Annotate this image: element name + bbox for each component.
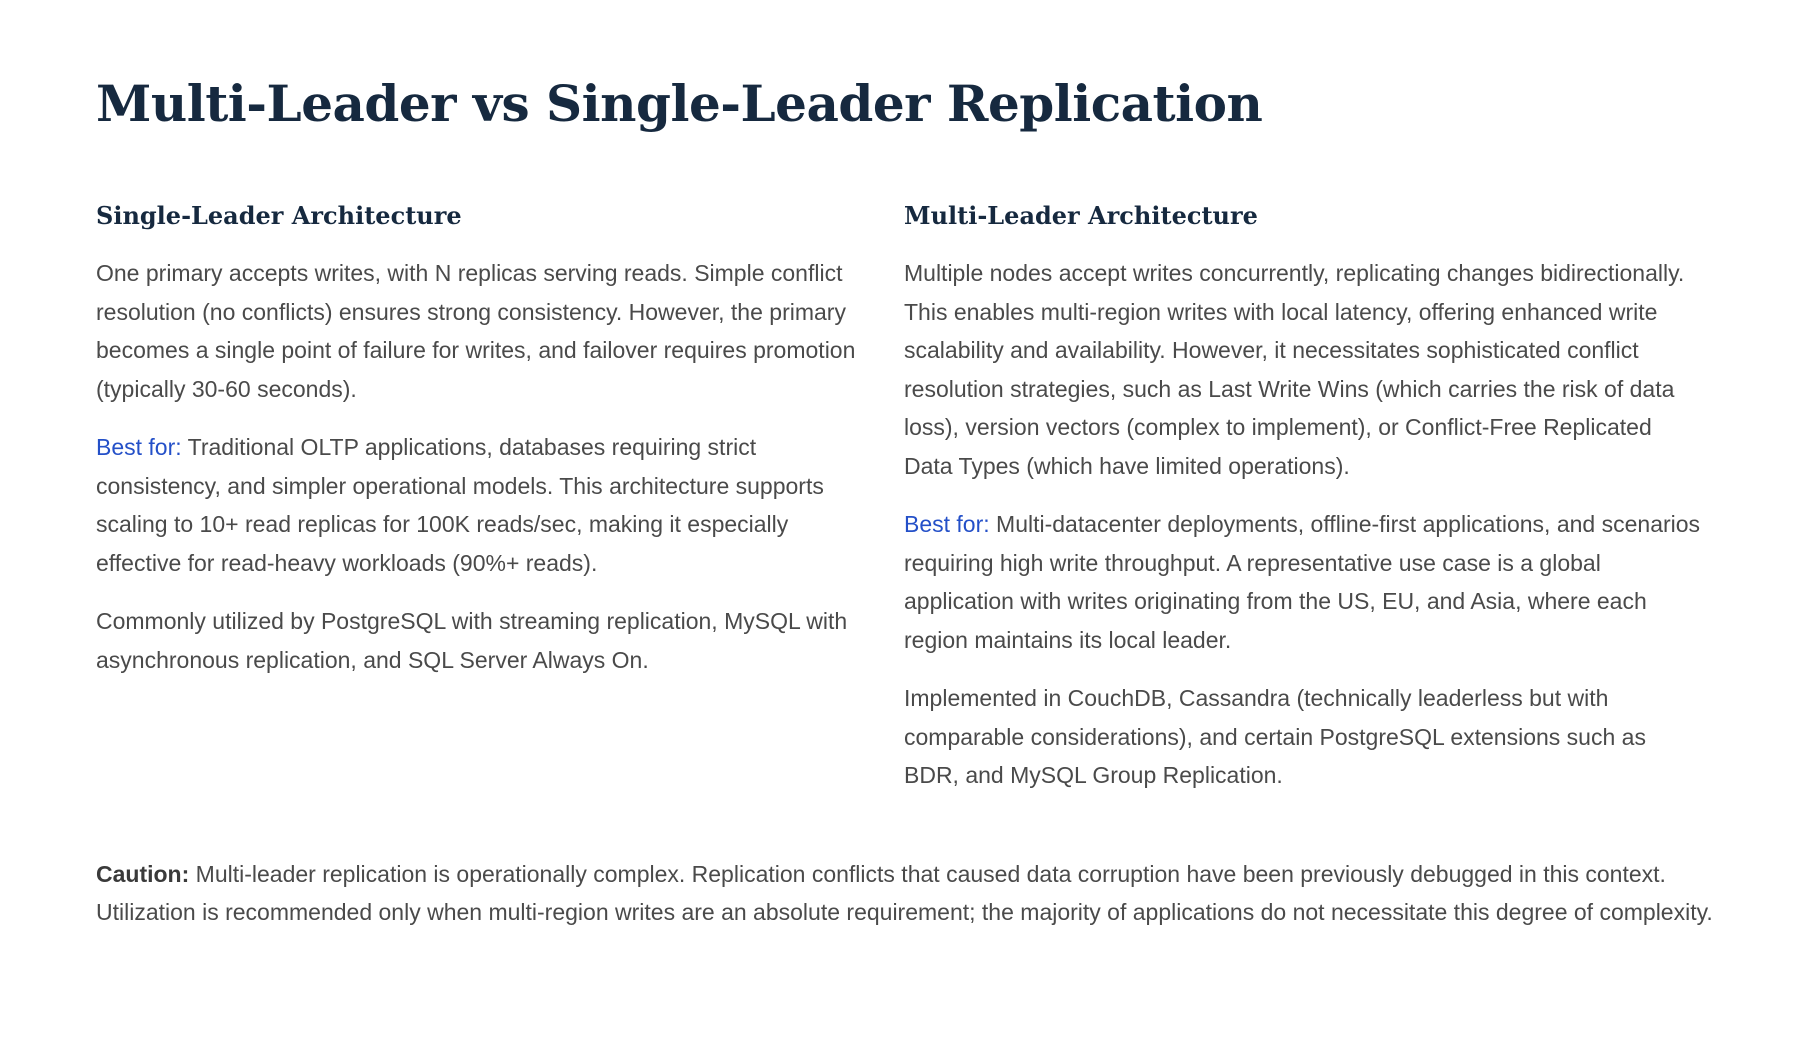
multi-leader-best-for — [904, 505, 1704, 659]
single-leader-best-for — [96, 428, 876, 582]
best-for-label: Best for: — [904, 511, 990, 537]
best-for-label: Best for: — [96, 434, 182, 460]
best-for-text: Traditional OLTP applications, databases requiring strict consistency, and simpler operational models. This architecture supports scaling to 10+ read replicas for 100K reads/sec, making it especially effective for read-heavy workloads (90%+ reads). — [96, 434, 824, 576]
comparison-columns — [96, 200, 1704, 815]
multi-leader-description: Multiple nodes accept writes concurrently, replicating changes bidirectionally. This enables multi-region writes with local latency, offering enhanced write scalability and availability. However, it necessitates sophisticated conflict resolution strategies, such as Last Write Wins (which carries the risk of data loss), version vectors (complex to implement), or Conflict-Free Replicated Data Types (which have limited operations). — [904, 260, 1685, 479]
single-leader-description: One primary accepts writes, with N replicas serving reads. Simple conflict resolution (no conflicts) ensures strong consistency. However, the primary becomes a single point of failure for writes, and failover requires promotion (typically 30-60 seconds). — [96, 260, 856, 402]
single-leader-section — [96, 200, 876, 815]
caution-text: Multi-leader replication is operationally complex. Replication conflicts that caused data corruption have been previously debugged in this context. Utilization is recommended only when multi-region writes are an absolute requirement; the majority of applications do not necessitate this degree of complexity. — [96, 860, 1713, 925]
multi-leader-usage: Implemented in CouchDB, Cassandra (technically leaderless but with comparable considerations), and certain PostgreSQL extensions such as BDR, and MySQL Group Replication. — [904, 685, 1646, 788]
best-for-text: Multi-datacenter deployments, offline-first applications, and scenarios requiring high write throughput. A representative use case is a global application with writes originating from the US, EU, and Asia, where each region maintains its local leader. — [904, 511, 1701, 653]
caution-label: Caution: — [96, 860, 190, 887]
single-leader-usage: Commonly utilized by PostgreSQL with streaming replication, MySQL with asynchronous replication, and SQL Server Always On. — [96, 608, 848, 673]
caution-note — [96, 855, 1716, 932]
multi-leader-section — [904, 200, 1704, 815]
page-title: Multi-Leader vs Single-Leader Replication — [96, 74, 1263, 133]
multi-leader-heading: Multi-Leader Architecture — [904, 201, 1258, 230]
single-leader-heading: Single-Leader Architecture — [96, 201, 462, 230]
